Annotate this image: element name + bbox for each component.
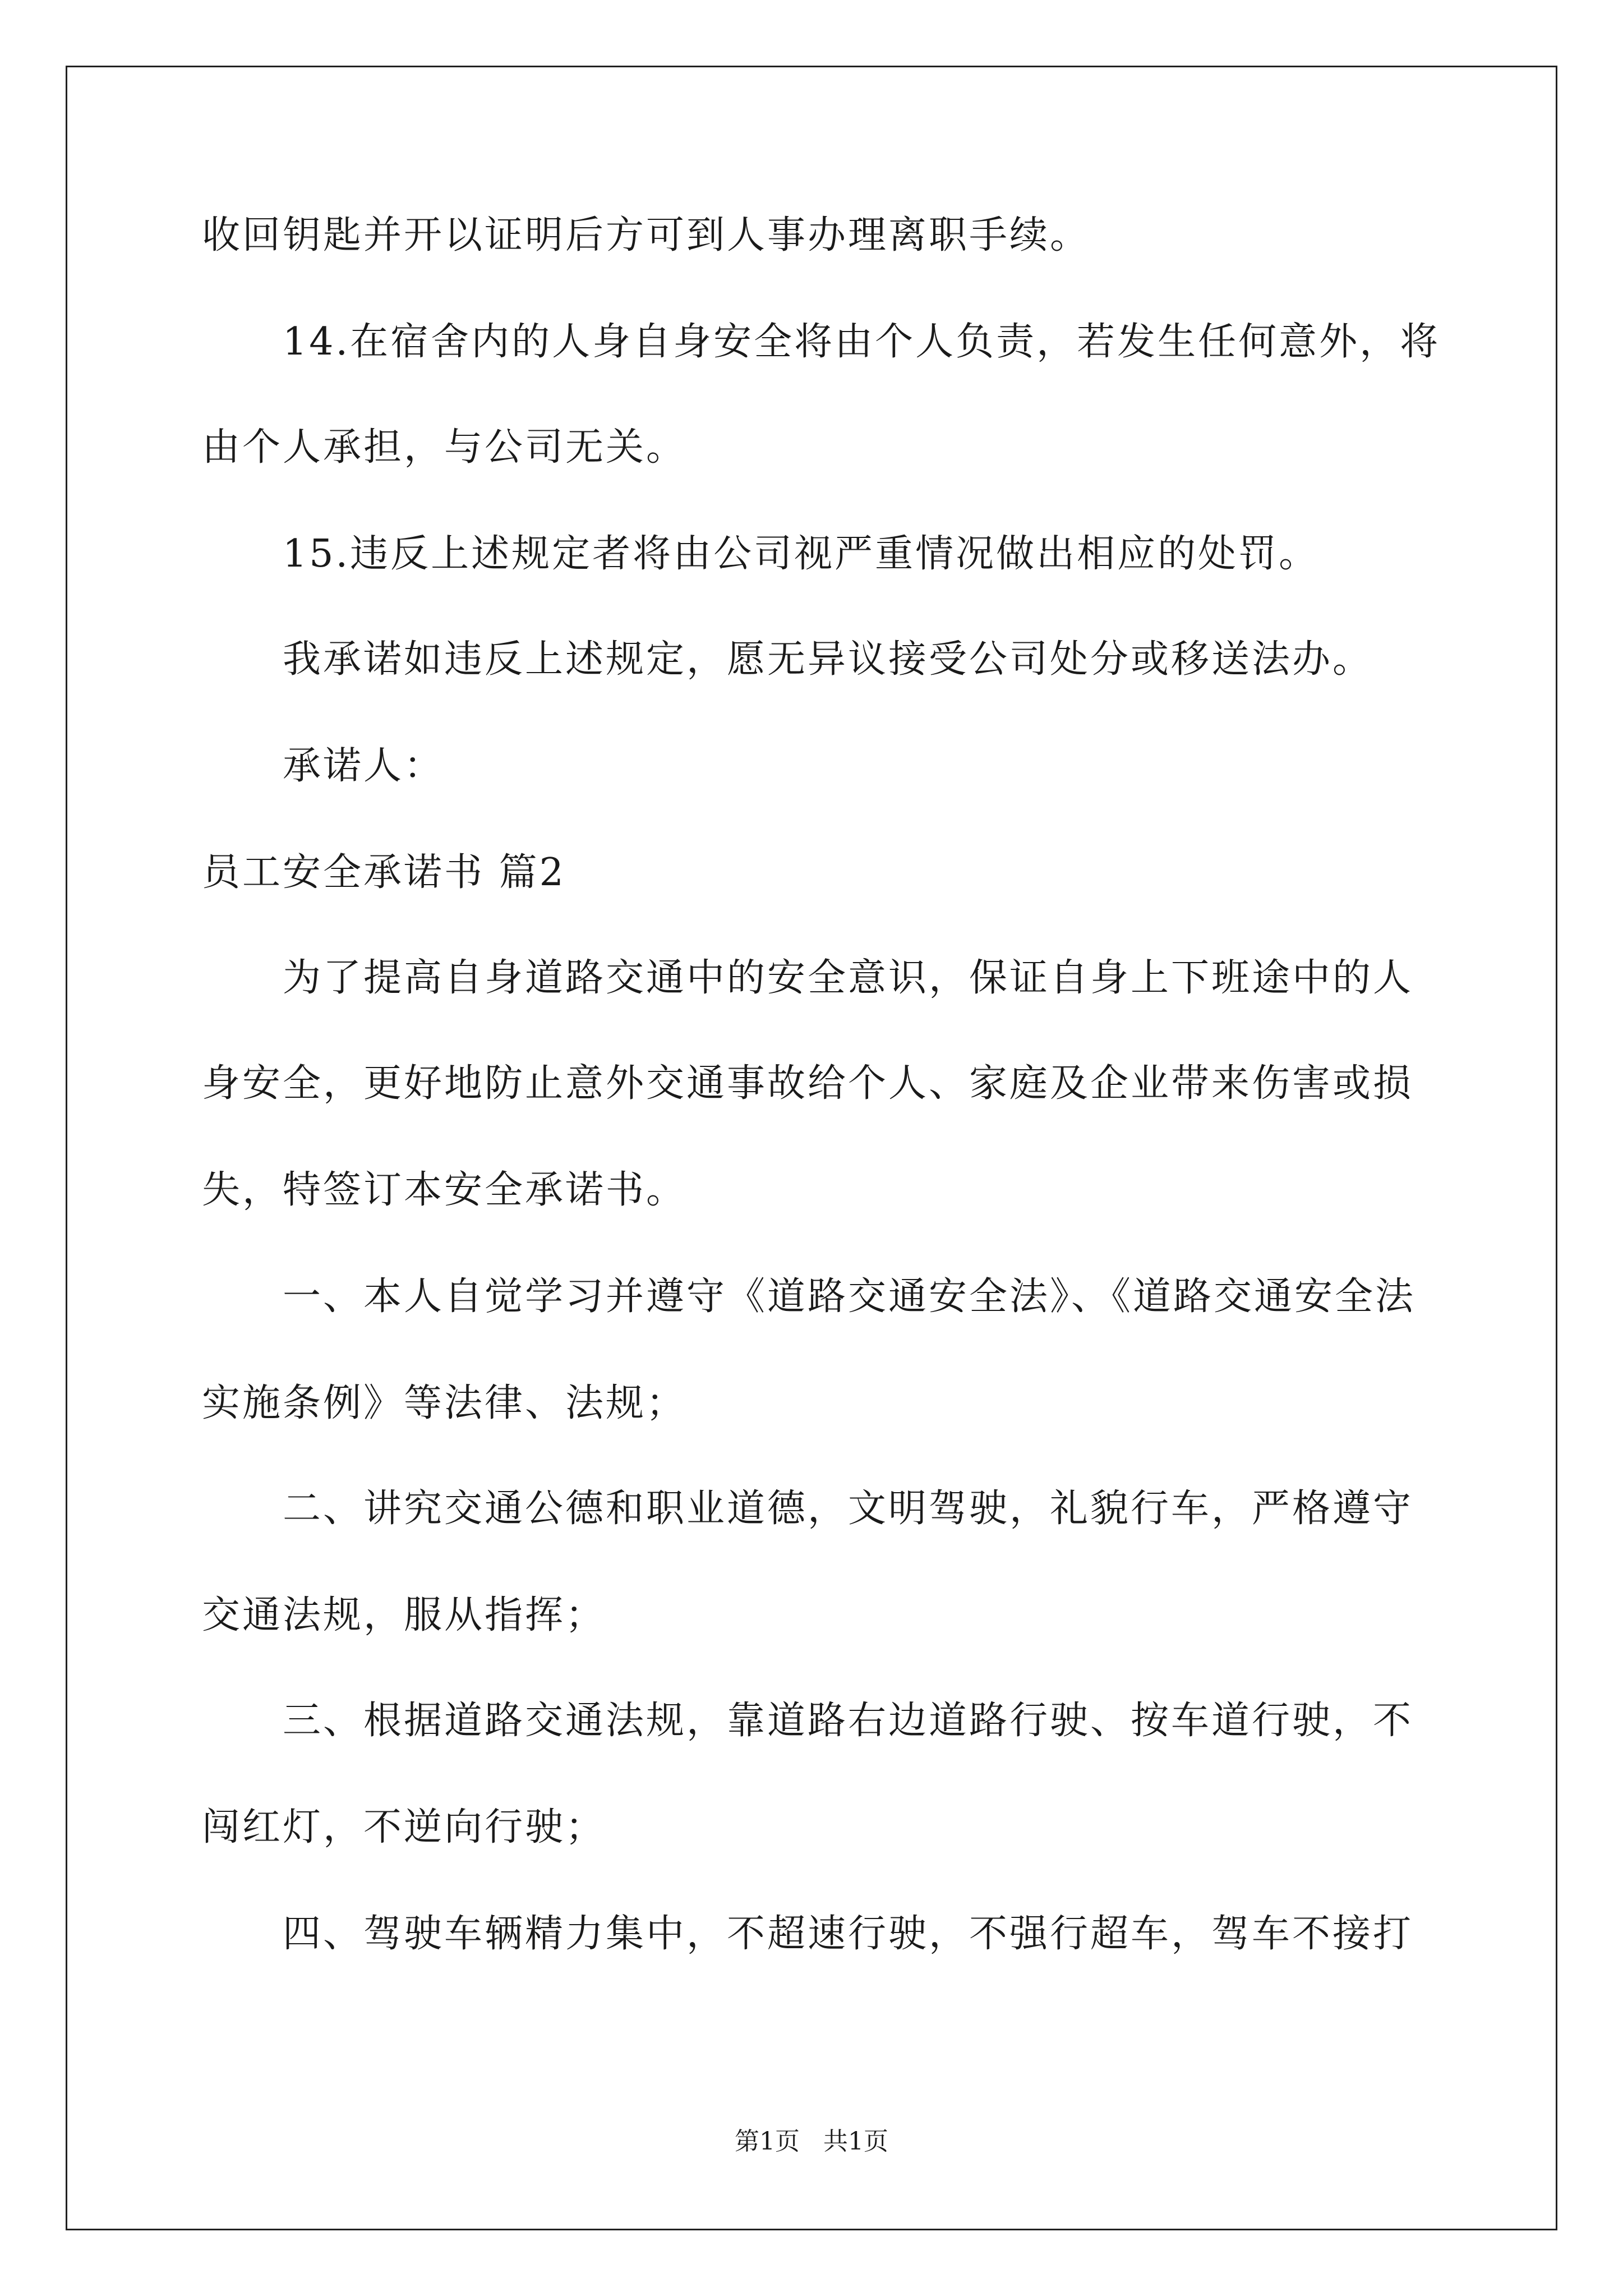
text-line: 由个人承担，与公司无关。	[202, 425, 687, 470]
text-line: 为了提高自身道路交通中的安全意识，保证自身上下班途中的人	[283, 956, 1414, 1000]
text-line: 二、讲究交通公德和职业道德，文明驾驶，礼貌行车，严格遵守	[283, 1487, 1414, 1531]
text-line: 一、本人自觉学习并遵守《道路交通安全法》、《道路交通安全法	[283, 1274, 1416, 1319]
text-line: 三、根据道路交通法规，靠道路右边道路行驶、按车道行驶，不	[283, 1699, 1414, 1743]
page-border	[66, 66, 1557, 2230]
section-heading: 员工安全承诺书 篇2	[202, 850, 566, 895]
text-line: 承诺人：	[283, 744, 445, 788]
page-number-footer: 第1页 共1页	[735, 2127, 888, 2156]
text-line: 收回钥匙并开以证明后方可到人事办理离职手续。	[202, 213, 1091, 257]
text-line: 闯红灯，不逆向行驶；	[202, 1805, 606, 1849]
text-line: 失，特签订本安全承诺书。	[202, 1168, 687, 1212]
text-line: 身安全，更好地防止意外交通事故给个人、家庭及企业带来伤害或损	[202, 1061, 1414, 1106]
text-line: 我承诺如违反上述规定，愿无异议接受公司处分或移送法办。	[283, 637, 1373, 682]
text-line: 15.违反上述规定者将由公司视严重情况做出相应的处罚。	[283, 532, 1320, 576]
text-line: 实施条例》等法律、法规；	[202, 1381, 687, 1425]
text-line: 交通法规，服从指挥；	[202, 1593, 606, 1637]
text-line: 四、驾驶车辆精力集中，不超速行驶，不强行超车，驾车不接打	[283, 1912, 1414, 1956]
text-line: 14.在宿舍内的人身自身安全将由个人负责，若发生任何意外，将	[283, 320, 1441, 364]
